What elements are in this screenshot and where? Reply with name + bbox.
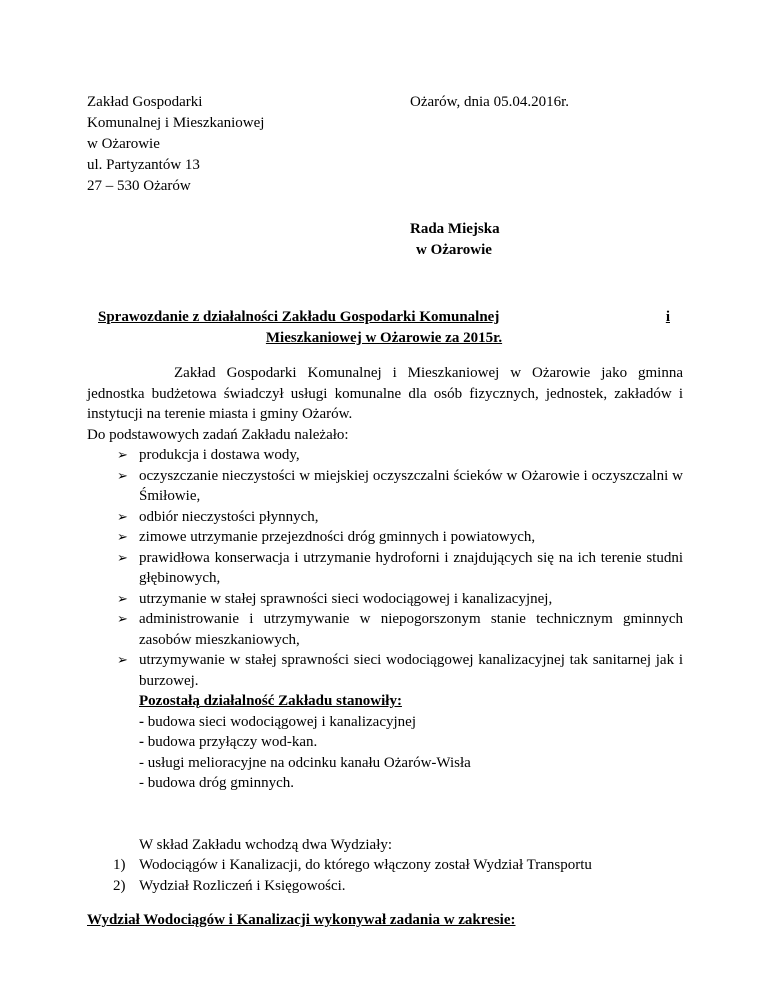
- arrow-bullet-icon: ➢: [117, 467, 128, 483]
- arrow-bullet-icon: ➢: [117, 447, 128, 462]
- arrow-bullet-icon: ➢: [117, 549, 128, 565]
- list-item: [87, 507, 683, 528]
- sender-line: Komunalnej i Mieszkaniowej: [87, 115, 265, 131]
- list-item: [87, 876, 683, 897]
- divisions-list: [87, 855, 683, 896]
- task-text: prawidłowa konserwacja i utrzymanie hydroforni i znajdujących się na ich terenie studni głębinowych,: [139, 549, 683, 586]
- sender-line: ul. Partyzantów 13: [87, 157, 200, 173]
- list-item: [87, 466, 683, 507]
- document-title: [98, 307, 670, 349]
- task-text: produkcja i dostawa wody,: [139, 447, 300, 463]
- recipient-line: Rada Miejska: [410, 221, 500, 237]
- list-item: - usługi melioracyjne na odcinku kanału Ożarów-Wisła: [139, 754, 471, 771]
- title-line-1: [98, 307, 670, 328]
- document-date: Ożarów, dnia 05.04.2016r.: [410, 94, 569, 110]
- title-line-1-end: i: [665, 309, 670, 325]
- list-item: - budowa dróg gminnych.: [139, 775, 294, 791]
- list-item: - budowa sieci wodociągowej i kanalizacyjnej: [139, 713, 416, 730]
- list-item: - budowa przyłączy wod-kan.: [139, 734, 318, 750]
- tasks-list: [87, 445, 683, 691]
- list-item: [87, 548, 683, 589]
- tasks-heading: Do podstawowych zadań Zakładu należało:: [87, 426, 349, 443]
- title-line-1-text: Sprawozdanie z działalności Zakładu Gospodarki Komunalnej: [98, 309, 500, 325]
- list-item: [87, 445, 683, 466]
- other-activities: [87, 691, 683, 794]
- other-item-text: budowa przyłączy wod-kan.: [147, 734, 318, 750]
- list-item: [87, 855, 683, 876]
- list-item: [87, 527, 683, 548]
- division-number: 1): [113, 857, 126, 873]
- sender-line: w Ożarowie: [87, 136, 160, 152]
- arrow-bullet-icon: ➢: [117, 508, 128, 524]
- title-line-2: Mieszkaniowej w Ożarowie za 2015r.: [265, 330, 503, 346]
- intro-paragraph: Zakład Gospodarki Komunalnej i Mieszkaniowej w Ożarowie jako gminna jednostka budżetowa świadczył usługi komunalne dla osób fizycznych, jednostek, zakładów i instytucji na terenie miasta i gminy Ożarów.: [87, 365, 683, 422]
- section-heading: Wydział Wodociągów i Kanalizacji wykonywał zadania w zakresie:: [87, 912, 516, 928]
- task-text: zimowe utrzymanie przejezdności dróg gminnych i powiatowych,: [139, 529, 536, 545]
- other-activities-heading: Pozostałą działalność Zakładu stanowiły:: [139, 693, 402, 709]
- report-body: [87, 363, 683, 931]
- other-item-text: budowa dróg gminnych.: [147, 775, 294, 791]
- task-text: utrzymywanie w stałej sprawności sieci wodociągowej kanalizacyjnej tak sanitarnej jak i burzowej.: [139, 652, 683, 689]
- task-text: administrowanie i utrzymywanie w niepogorszonym stanie technicznym gminnych zasobów mieszkaniowych,: [139, 611, 683, 648]
- other-item-text: budowa sieci wodociągowej i kanalizacyjnej: [147, 713, 416, 730]
- sender-line: Zakład Gospodarki: [87, 94, 203, 110]
- arrow-bullet-icon: ➢: [117, 652, 128, 667]
- other-item-text: usługi melioracyjne na odcinku kanału Ożarów-Wisła: [147, 754, 471, 771]
- recipient-line: w Ożarowie: [416, 242, 492, 258]
- list-item: [87, 609, 683, 650]
- arrow-bullet-icon: ➢: [117, 611, 128, 626]
- sender-line: 27 – 530 Ożarów: [87, 178, 191, 194]
- division-text: Wodociągów i Kanalizacji, do którego włączony został Wydział Transportu: [139, 857, 592, 873]
- arrow-bullet-icon: ➢: [117, 590, 128, 606]
- arrow-bullet-icon: ➢: [117, 529, 128, 544]
- task-text: utrzymanie w stałej sprawności sieci wodociągowej i kanalizacyjnej,: [139, 590, 553, 607]
- divisions-intro: W skład Zakładu wchodzą dwa Wydziały:: [139, 836, 393, 853]
- list-item: [87, 589, 683, 610]
- sender-address: [87, 92, 264, 197]
- list-item: [87, 650, 683, 691]
- task-text: oczyszczanie nieczystości w miejskiej oczyszczalni ścieków w Ożarowie i oczyszczalni w Śmiłowie,: [139, 467, 683, 504]
- division-text: Wydział Rozliczeń i Księgowości.: [139, 877, 346, 894]
- division-number: 2): [113, 877, 126, 894]
- recipient-address: [410, 219, 500, 261]
- task-text: odbiór nieczystości płynnych,: [139, 508, 319, 525]
